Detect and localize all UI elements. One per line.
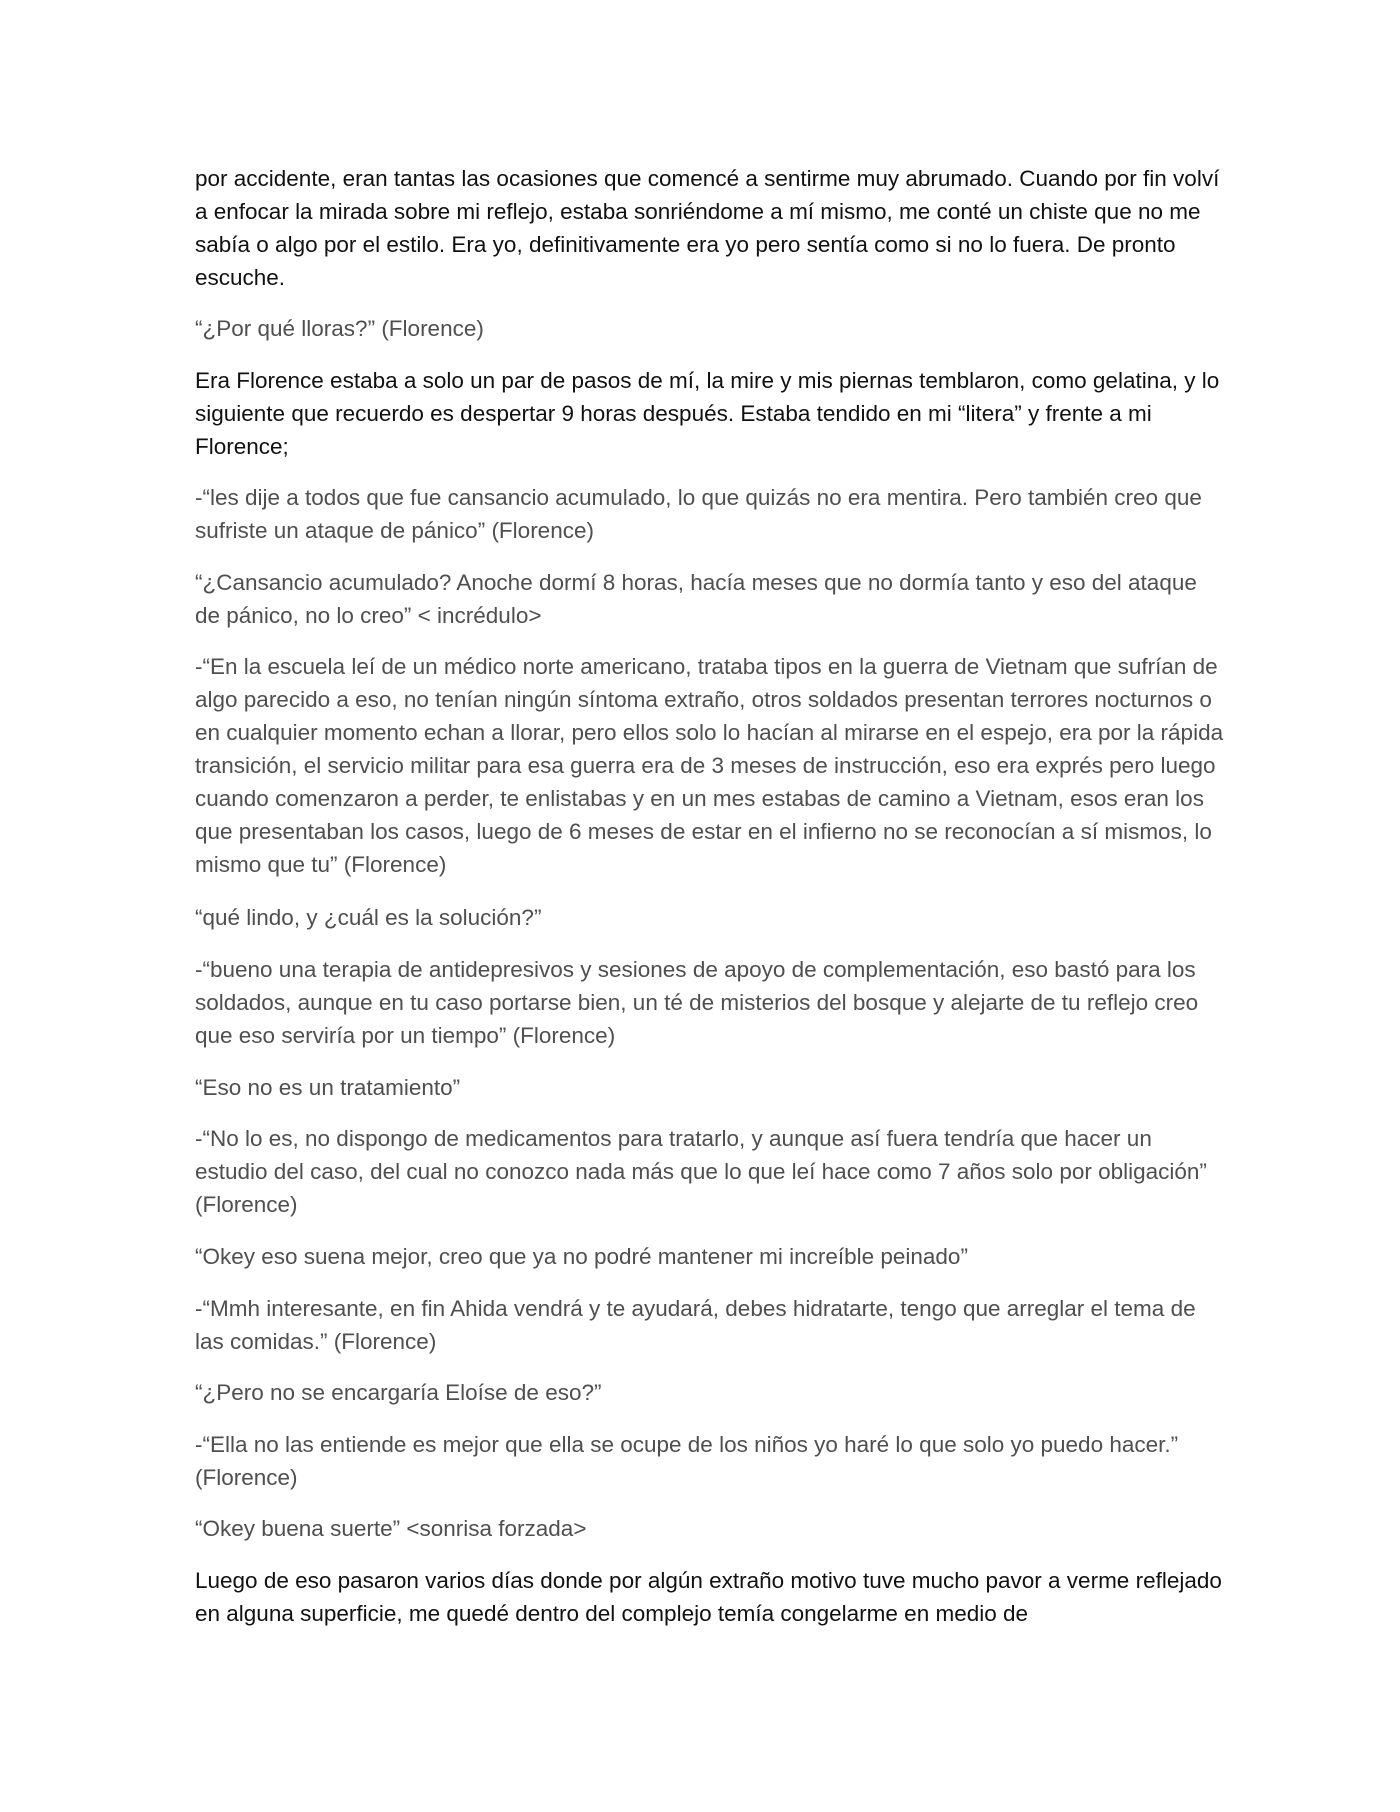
paragraph-dialogue-narrator-5: “¿Pero no se encargaría Eloíse de eso?” <box>195 1380 602 1405</box>
paragraph-dialogue-florence-5: -“Mmh interesante, en fin Ahida vendrá y te ayudará, debes hidratarte, tengo que arreglar el tema de las comidas.” (Florence) <box>195 1296 1196 1354</box>
paragraph-dialogue-narrator-2: “qué lindo, y ¿cuál es la solución?” <box>195 905 542 930</box>
paragraph-narration-1: por accidente, eran tantas las ocasiones que comencé a sentirme muy abrumado. Cuando por fin volví a enfocar la mirada sobre mi reflejo, estaba sonriéndome a mí mismo, me conté un chiste que no me sabía o algo por el estilo. Era yo, definitivamente era yo pero sentía como si no lo fuera. De pronto escuche. <box>195 166 1220 290</box>
paragraph-narration-3: Luego de eso pasaron varios días donde por algún extraño motivo tuve mucho pavor a verme reflejado en alguna superficie, me quedé dentro del complejo temía congelarme en medio de <box>195 1568 1222 1626</box>
paragraph-dialogue-florence-1: -“les dije a todos que fue cansancio acumulado, lo que quizás no era mentira. Pero también creo que sufriste un ataque de pánico” (Florence) <box>195 485 1202 543</box>
paragraph-dialogue-narrator-6: “Okey buena suerte” <sonrisa forzada> <box>195 1516 587 1541</box>
paragraph-dialogue-florence-4: -“No lo es, no dispongo de medicamentos para tratarlo, y aunque así fuera tendría que hacer un estudio del caso, del cual no conozco nada más que lo que leí hace como 7 años solo por obligación” (Florence) <box>195 1126 1207 1217</box>
paragraph-dialogue-florence-2: -“En la escuela leí de un médico norte americano, trataba tipos en la guerra de Vietnam que sufrían de algo parecido a eso, no tenían ningún síntoma extraño, otros soldados presentan terrores nocturnos o en cualquier momento echan a llorar, pero ellos solo lo hacían al mirarse en el espejo, era por la rápida transición, el servicio militar para esa guerra era de 3 meses de instrucción, eso era exprés pero luego cuando comenzaron a perder, te enlistabas y en un mes estabas de camino a Vietnam, esos eran los que presentaban los casos, luego de 6 meses de estar en el infierno no se reconocían a sí mismos, lo mismo que tu” (Florence) <box>195 654 1224 877</box>
paragraph-narration-2: Era Florence estaba a solo un par de pasos de mí, la mire y mis piernas temblaron, como gelatina, y lo siguiente que recuerdo es despertar 9 horas después. Estaba tendido en mi “litera” y frente a mi Florence; <box>195 368 1220 459</box>
paragraph-dialogue-florence-6: -“Ella no las entiende es mejor que ella se ocupe de los niños yo haré lo que solo yo puedo hacer.” (Florence) <box>195 1432 1179 1490</box>
paragraph-dialogue-narrator-3: “Eso no es un tratamiento” <box>195 1075 461 1100</box>
paragraph-dialogue-narrator-1: “¿Cansancio acumulado? Anoche dormí 8 horas, hacía meses que no dormía tanto y eso del ataque de pánico, no lo creo” < incrédulo> <box>195 570 1197 628</box>
paragraph-dialogue-florence-question: “¿Por qué lloras?” (Florence) <box>195 316 484 341</box>
paragraph-dialogue-narrator-4: “Okey eso suena mejor, creo que ya no podré mantener mi increíble peinado” <box>195 1244 968 1269</box>
paragraph-dialogue-florence-3: -“bueno una terapia de antidepresivos y sesiones de apoyo de complementación, eso bastó para los soldados, aunque en tu caso portarse bien, un té de misterios del bosque y alejarte de tu reflejo creo que eso serviría por un tiempo” (Florence) <box>195 957 1199 1048</box>
